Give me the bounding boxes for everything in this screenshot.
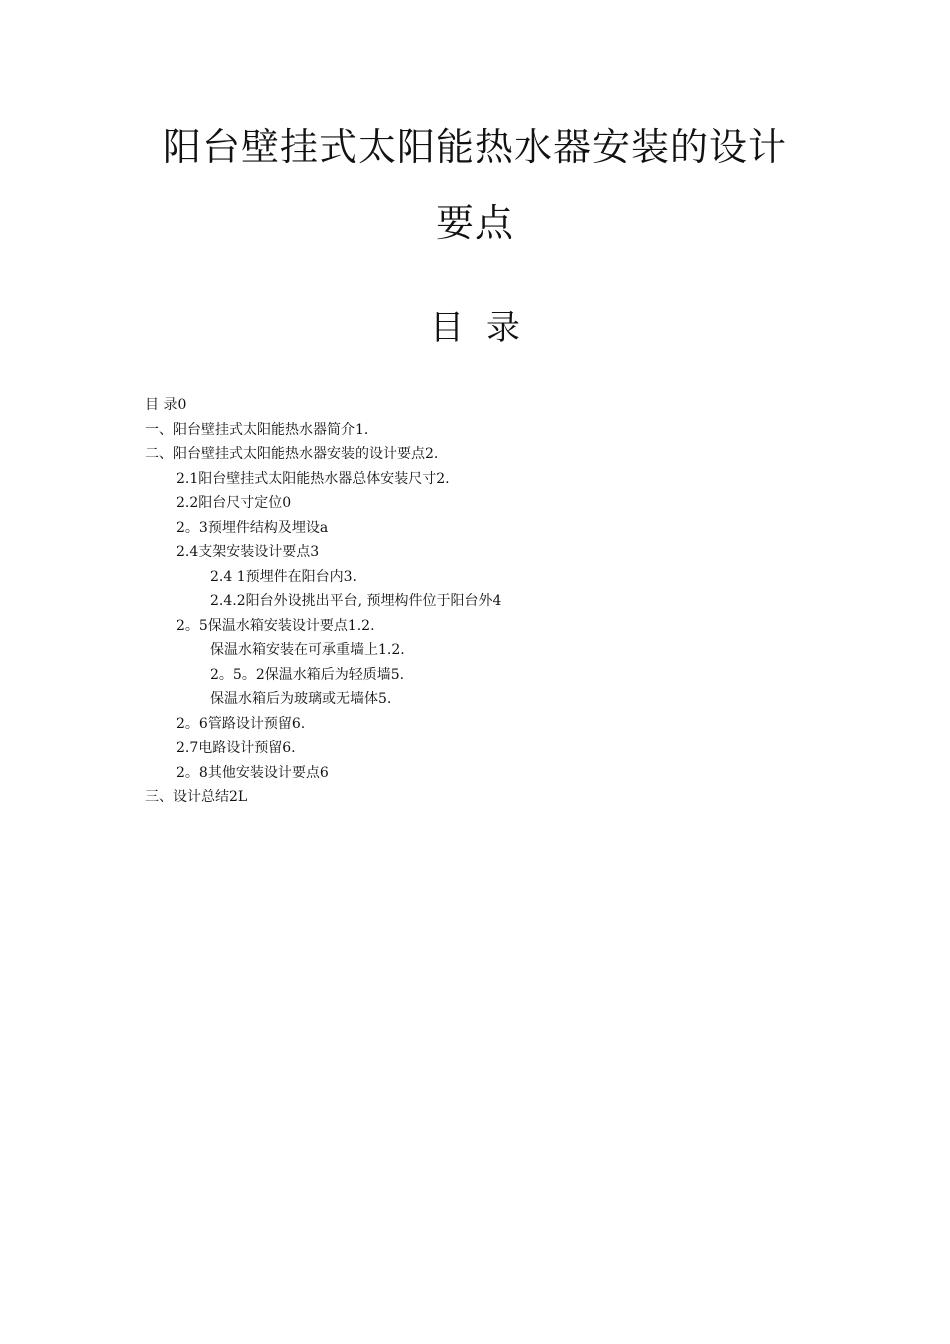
toc-entry[interactable]: 2。3预埋件结构及埋设a [176, 519, 329, 536]
toc-entry[interactable]: 2。5。2保温水箱后为轻质墙5. [210, 666, 405, 683]
toc-entry[interactable]: 目 录0 [145, 397, 187, 413]
toc-entry[interactable]: 2。5保温水箱安装设计要点1.2. [176, 617, 375, 634]
document-title-line2: 要点 [435, 201, 514, 245]
toc-entry[interactable]: 2.7电路设计预留6. [176, 740, 296, 756]
toc-heading [0, 300, 950, 349]
toc-entry[interactable]: 三、设计总结2L [145, 789, 248, 805]
document-title-line1: 阳台壁挂式太阳能热水器安装的设计 [162, 125, 787, 169]
toc-entry[interactable]: 2.2阳台尺寸定位0 [176, 495, 292, 511]
toc-heading-char: 录 [486, 308, 520, 348]
table-of-contents [145, 393, 845, 810]
toc-entry[interactable]: 2。6管路设计预留6. [176, 715, 306, 732]
toc-entry[interactable]: 2.4.2阳台外设挑出平台, 预埋构件位于阳台外4 [210, 593, 502, 609]
toc-entry[interactable]: 一、阳台壁挂式太阳能热水器简介1. [145, 421, 369, 438]
toc-entry[interactable]: 保温水箱安装在可承重墙上1.2. [210, 642, 405, 658]
toc-entry[interactable]: 保温水箱后为玻璃或无墙体5. [210, 691, 392, 707]
toc-entry[interactable]: 二、阳台壁挂式太阳能热水器安装的设计要点2. [145, 446, 439, 462]
toc-entry[interactable]: 2.4支架安装设计要点3 [176, 544, 320, 560]
toc-entry[interactable]: 2。8其他安装设计要点6 [176, 764, 329, 781]
toc-entry[interactable]: 2.4 1预埋件在阳台内3. [210, 568, 357, 585]
toc-heading-char: 目 [430, 308, 464, 348]
toc-entry[interactable]: 2.1阳台壁挂式太阳能热水器总体安装尺寸2. [176, 470, 450, 487]
